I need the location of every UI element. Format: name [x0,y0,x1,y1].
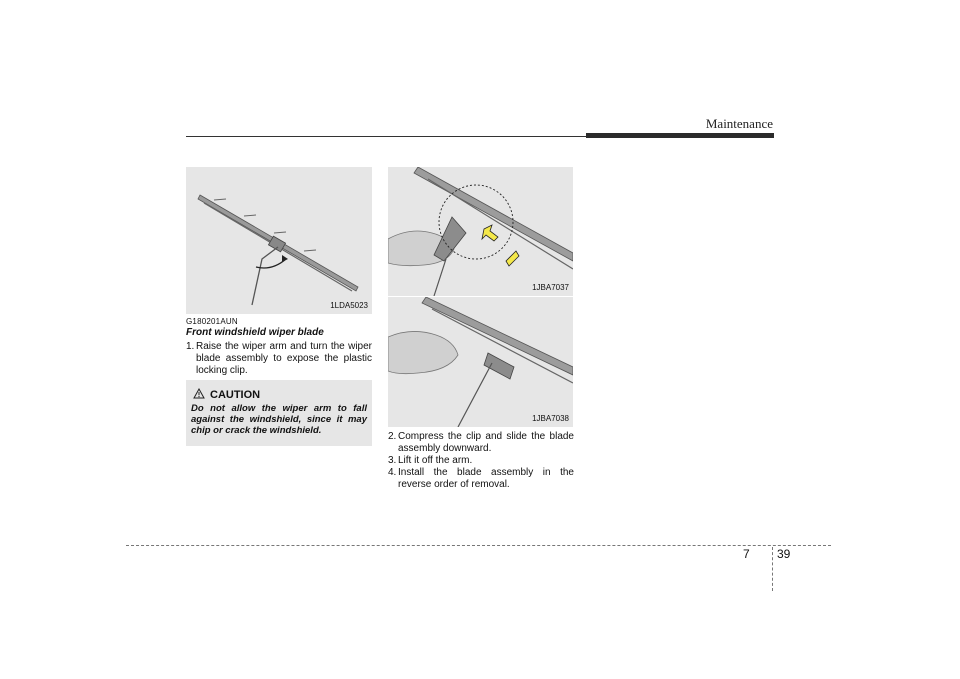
step-text: Raise the wiper arm and turn the wiper blade assembly to expose the plastic locking clip. [196,341,372,376]
step-text: Compress the clip and slide the blade assembly downward. [398,431,574,454]
step-number: 4. [388,467,397,478]
wiper-arm-figure [186,167,372,314]
blade-removal-figure [388,297,573,427]
step-number: 1. [186,341,195,352]
wiper-arm-illustration [186,167,372,314]
clip-release-figure [388,167,573,296]
warning-triangle-icon [193,388,205,399]
section-title: Maintenance [705,116,773,131]
step-text: Lift it off the arm. [398,455,473,466]
caution-text: Do not allow the wiper arm to fall against the windshield, since it may chip or crack the windshield. [191,403,367,436]
footer-rule [126,545,831,546]
page-number: 39 [777,547,791,561]
header-rule-accent [586,133,774,138]
clip-release-illustration [388,167,573,296]
step-number: 3. [388,455,397,466]
figure-code: 1JBA7037 [532,283,569,292]
page-separator [772,547,773,591]
caution-box [186,380,372,446]
chapter-number: 7 [743,547,750,561]
section-code: G180201AUN [186,317,238,326]
figure-code: 1LDA5023 [330,301,368,310]
step-3 [388,455,574,467]
blade-removal-illustration [388,297,573,427]
step-text: Install the blade assembly in the reverse order of removal. [398,467,574,490]
step-1 [186,341,372,377]
figure-code: 1JBA7038 [532,414,569,423]
step-4 [388,467,574,491]
section-heading: Front windshield wiper blade [186,327,324,338]
step-2 [388,431,574,455]
step-number: 2. [388,431,397,442]
caution-title: CAUTION [210,389,261,401]
header-rule [186,136,586,137]
